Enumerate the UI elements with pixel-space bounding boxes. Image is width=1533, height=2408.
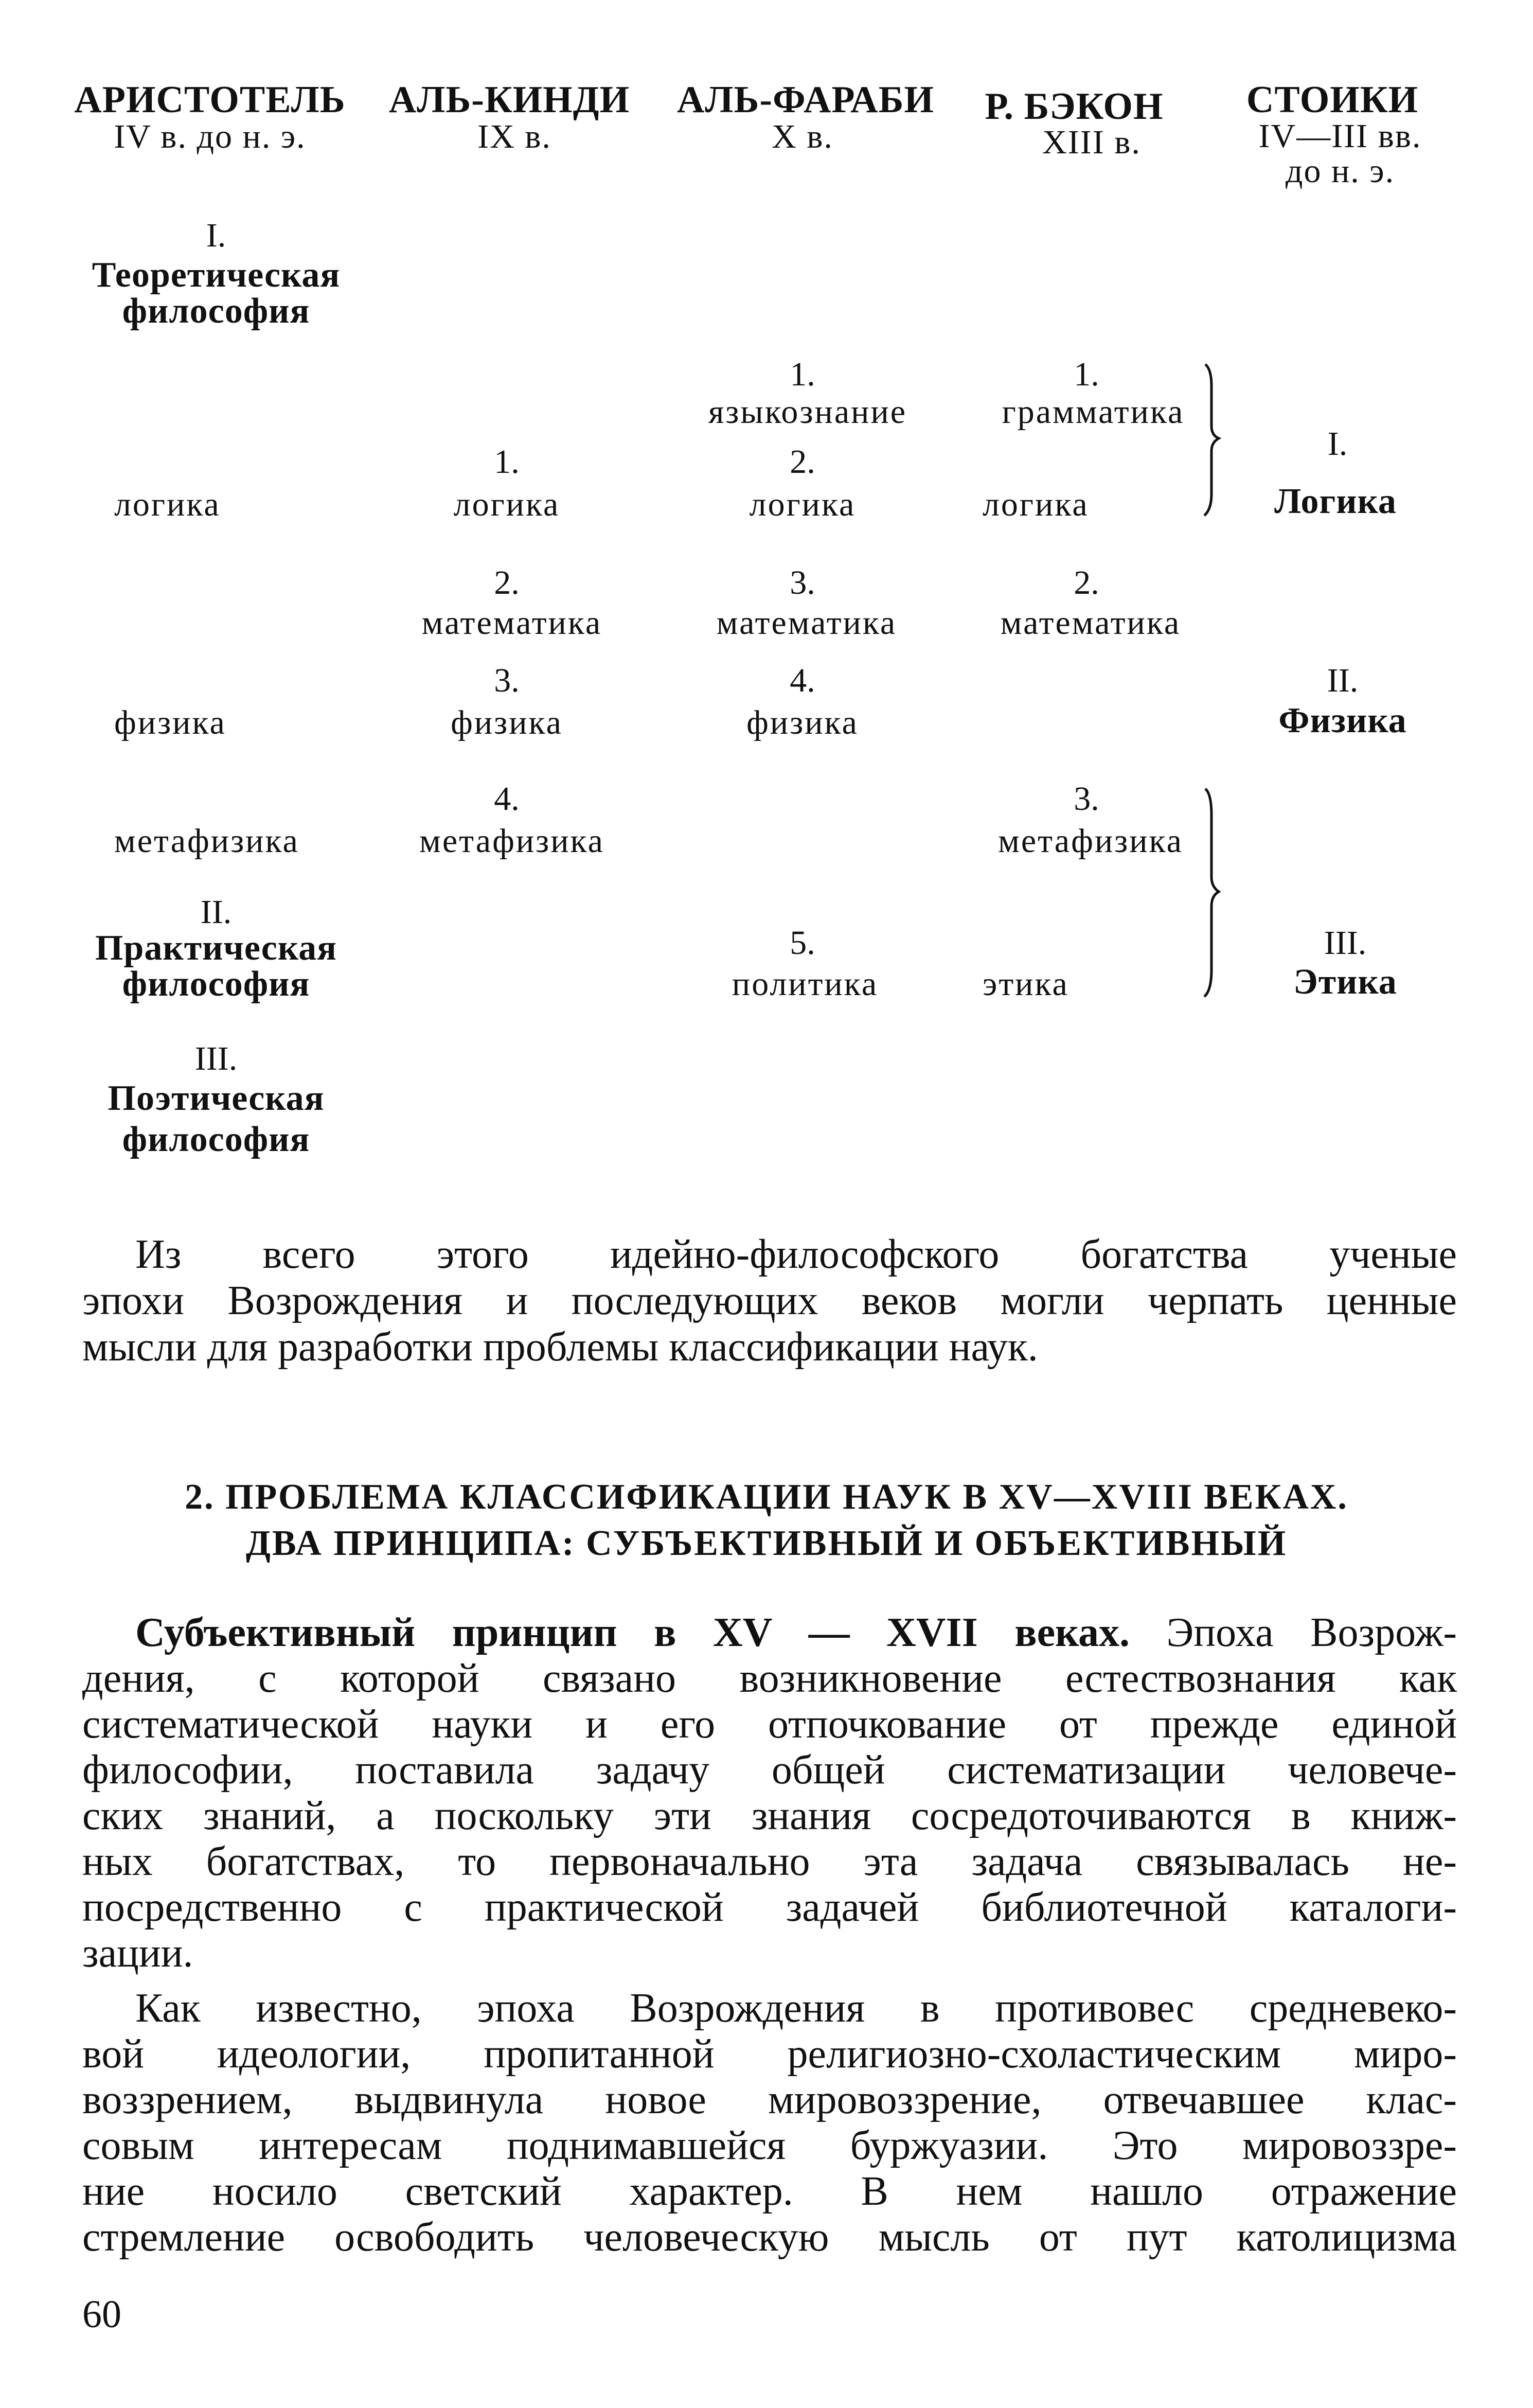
para3-line-2: вой идеологии, пропитанной религиозно-схоластическим миро- [82, 2031, 1457, 2077]
aristotle-sec2-title: Практическая [95, 928, 337, 968]
para2-line-1 [135, 1612, 1457, 1653]
aristotle-sec3-title: Поэтическая [108, 1078, 325, 1118]
stoics-ethics: Этика [1293, 962, 1397, 1002]
alfarabi-politics: политика [732, 965, 879, 1003]
stoics-n3: III. [1324, 924, 1367, 962]
period-bacon: XIII в. [1042, 123, 1141, 161]
stoics-n2: II. [1327, 662, 1359, 699]
alfarabi-logic: логика [749, 486, 856, 523]
header-bacon: Р. БЭКОН [985, 85, 1164, 128]
bacon-n3: 3. [1074, 780, 1099, 818]
header-alkindi: АЛЬ-КИНДИ [388, 79, 630, 121]
brace-logic [1201, 360, 1227, 520]
alkindi-metaphysics: метафизика [419, 822, 604, 860]
bacon-metaphysics: метафизика [998, 822, 1183, 860]
bacon-grammar: грамматика [1002, 393, 1185, 431]
para3-line-4: совым интересам поднимавшейся буржуазии. Это мировоззре- [82, 2123, 1457, 2168]
alkindi-n1: 1. [494, 443, 520, 481]
alkindi-n2: 2. [494, 564, 520, 601]
bacon-n1: 1. [1074, 356, 1099, 393]
aristotle-physics: физика [114, 704, 226, 741]
bacon-n2: 2. [1074, 564, 1099, 601]
para2-lead-bold: Субъективный принцип в XV — XVII веках. [135, 1610, 1130, 1655]
para3-line-6: стремление освободить человеческую мысль от пут католицизма [82, 2215, 1457, 2260]
para3-line-1: Как известно, эпоха Возрождения в противовес средневеко- [135, 1986, 1457, 2031]
para3-line-5: ние носило светский характер. В нем нашло отражение [82, 2169, 1457, 2214]
para2-line-1-rest: Эпоха Возрож- [1130, 1610, 1457, 1655]
alkindi-n3: 3. [494, 662, 520, 699]
section-heading-line-2: ДВА ПРИНЦИПА: СУБЪЕКТИВНЫЙ И ОБЪЕКТИВНЫЙ [245, 1524, 1288, 1563]
aristotle-sec2-num: II. [200, 893, 232, 931]
para1-line-2: эпохи Возрождения и последующих веков могли черпать ценные [82, 1278, 1457, 1323]
para2-line-3: систематической науки и его отпочкование от прежде единой [82, 1702, 1457, 1747]
aristotle-logic: логика [114, 486, 221, 523]
para2-line-5: ских знаний, а поскольку эти знания сосредоточиваются в книж- [82, 1793, 1457, 1838]
alkindi-physics: физика [451, 704, 563, 741]
aristotle-sec2-title-2: философия [122, 964, 310, 1004]
aristotle-metaphysics: метафизика [114, 822, 299, 860]
para3-line-3: воззрением, выдвинула новое мировоззрение, отвечавшее клас- [82, 2077, 1457, 2122]
alfarabi-n4: 4. [790, 662, 815, 699]
alfarabi-physics: физика [746, 704, 859, 741]
aristotle-sec3-title-2: философия [122, 1120, 310, 1159]
aristotle-sec3-num: III. [194, 1040, 238, 1077]
para1-line-3: мысли для разработки проблемы классификации наук. [82, 1324, 1038, 1370]
alfarabi-math: математика [716, 604, 897, 642]
bacon-logic: логика [983, 486, 1089, 523]
aristotle-sec1-title: Теоретическая [92, 255, 341, 295]
para2-line-2: дения, с которой связано возникновение естествознания как [82, 1656, 1457, 1701]
para1-line-1: Из всего этого идейно-философского богатства ученые [135, 1232, 1457, 1277]
header-aristotle: АРИСТОТЕЛЬ [74, 79, 346, 121]
period-alfarabi: X в. [772, 118, 833, 155]
stoics-n1: I. [1327, 425, 1348, 463]
alfarabi-n3: 3. [790, 564, 815, 601]
stoics-physics: Физика [1278, 701, 1407, 740]
period-stoics: IV—III вв. [1258, 117, 1422, 155]
period-stoics-line2: до н. э. [1285, 152, 1395, 190]
para2-line-8: зации. [82, 1931, 193, 1976]
bacon-math: математика [1000, 604, 1181, 642]
aristotle-sec1-title-2: философия [122, 291, 310, 331]
para2-line-4: философии, поставила задачу общей систематизации человече- [82, 1747, 1457, 1793]
brace-ethics [1201, 785, 1227, 1001]
bacon-ethics: этика [983, 965, 1069, 1003]
alfarabi-n5: 5. [790, 924, 815, 962]
alfarabi-n2: 2. [790, 443, 815, 481]
period-aristotle: IV в. до н. э. [114, 118, 306, 155]
para2-line-7: посредственно с практической задачей библиотечной каталоги- [82, 1885, 1457, 1930]
alkindi-n4: 4. [494, 780, 520, 818]
period-alkindi: IX в. [477, 118, 551, 155]
aristotle-sec1-num: I. [206, 217, 226, 254]
page-number: 60 [82, 2293, 121, 2336]
header-alfarabi: АЛЬ-ФАРАБИ [676, 79, 935, 121]
alfarabi-n1: 1. [790, 356, 815, 393]
header-stoics: СТОИКИ [1246, 79, 1419, 121]
para2-line-6: ных богатствах, то первоначально эта задача связывалась не- [82, 1839, 1457, 1884]
alkindi-math: математика [421, 604, 602, 642]
alkindi-logic: логика [453, 486, 560, 523]
alfarabi-linguistics: языкознание [708, 393, 907, 431]
stoics-logic: Логика [1274, 482, 1397, 521]
section-heading-line-1: 2. ПРОБЛЕМА КЛАССИФИКАЦИИ НАУК В XV—XVIII ВЕКАХ. [185, 1477, 1348, 1517]
